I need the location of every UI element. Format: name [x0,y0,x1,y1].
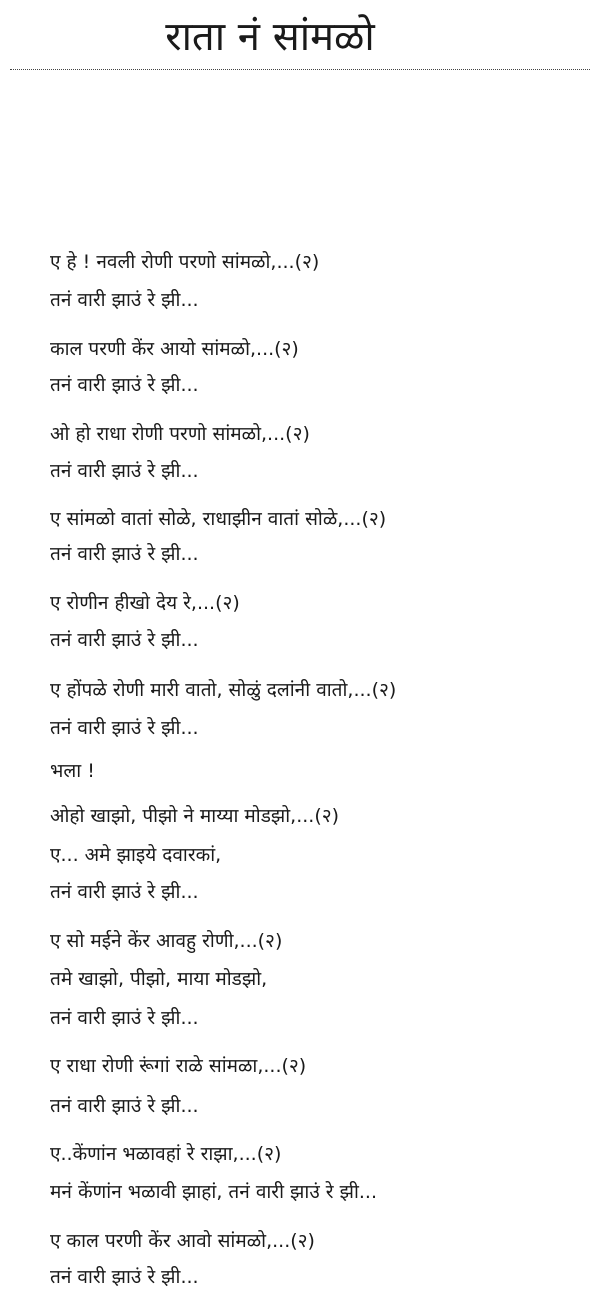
lyric-line: तनं वारी झाउं रे झी... [50,629,199,651]
lyric-line: भला ! [50,760,95,782]
lyric-line: ए होंपळे रोणी मारी वातो, सोळुं दलांनी वातो,...(२) [50,679,397,701]
lyric-line: ए सांमळो वातां सोळे, राधाझीन वातां सोळे,...(२) [50,508,387,530]
lyric-line: ए हे ! नवली रोणी परणो सांमळो,...(२) [50,251,320,273]
lyric-line: तनं वारी झाउं रे झी... [50,460,199,482]
lyric-line: तनं वारी झाउं रे झी... [50,543,199,565]
lyric-line: ओहो खाझो, पीझो ने माय्या मोडझो,...(२) [50,805,340,827]
lyric-line: तनं वारी झाउं रे झी... [50,1266,199,1288]
lyric-line: मनं केंणांन भळावी झाहां, तनं वारी झाउं रे झी... [50,1181,377,1203]
title-divider [10,69,590,70]
lyric-line: तनं वारी झाउं रे झी... [50,1007,199,1029]
lyric-line: ए... अमे झाइये दवारकां, [50,844,222,866]
lyric-line: ए रोणीन हीखो देय रे,...(२) [50,592,240,614]
lyric-line: काल परणी केंर आयो सांमळो,...(२) [50,338,299,360]
page-title: राता नं सांमळो [165,14,375,60]
lyric-line: तनं वारी झाउं रे झी... [50,717,199,739]
lyric-line: ए काल परणी केंर आवो सांमळो,...(२) [50,1230,315,1252]
lyric-line: तमे खाझो, पीझो, माया मोडझो, [50,968,268,990]
lyric-line: तनं वारी झाउं रे झी... [50,289,199,311]
lyric-line: ओ हो राधा रोणी परणो सांमळो,...(२) [50,423,310,445]
lyric-line: ए..केंणांन भळावहां रे राझा,...(२) [50,1143,282,1165]
lyric-line: ए राधा रोणी रूंगां राळे सांमळा,...(२) [50,1055,307,1077]
lyric-line: तनं वारी झाउं रे झी... [50,881,199,903]
lyric-line: तनं वारी झाउं रे झी... [50,1095,199,1117]
lyric-line: तनं वारी झाउं रे झी... [50,374,199,396]
lyric-line: ए सो मईने केंर आवहु रोणी,...(२) [50,930,283,952]
